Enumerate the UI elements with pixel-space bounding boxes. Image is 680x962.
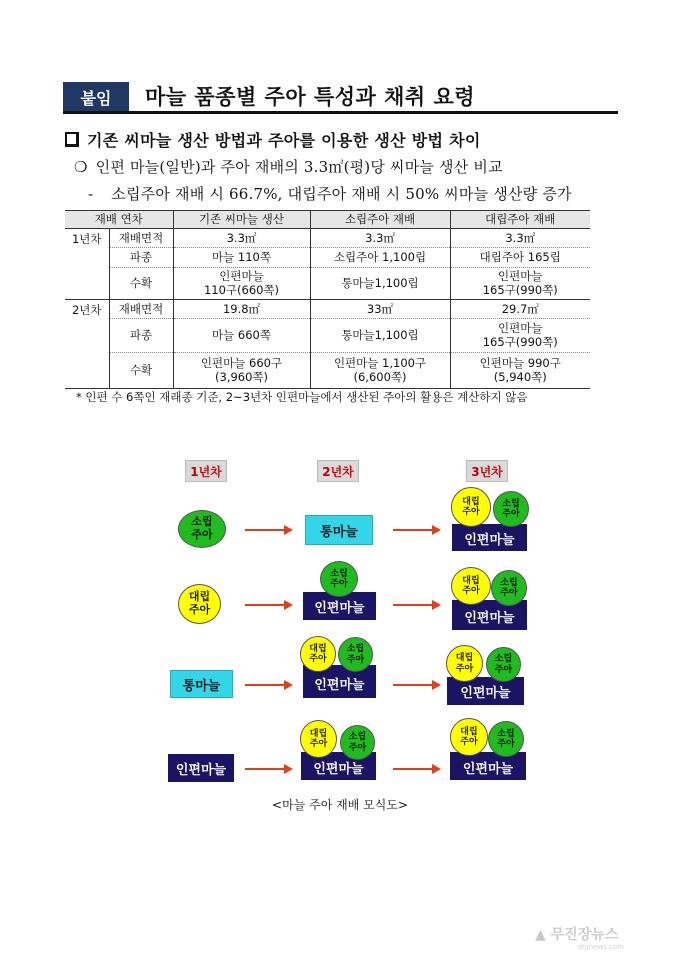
table-cell: 소립주아 1,100립 <box>310 247 450 267</box>
table-cell: 통마늘1,100립 <box>310 318 450 352</box>
arrow-icon <box>393 680 441 690</box>
table-cell: 33㎡ <box>310 299 450 318</box>
table-cell: 인편마늘 660구 (3,960쪽) <box>173 352 310 388</box>
item-cell: 파종 <box>109 247 173 267</box>
small-bulbil: 소립 주아 <box>340 725 375 760</box>
whole-garlic-box: 통마늘 <box>305 515 373 545</box>
table-header-cell: 기존 씨마늘 생산 <box>173 210 310 228</box>
comparison-table <box>65 210 590 388</box>
clove-garlic-box: 인편마늘 <box>303 592 376 620</box>
table-row <box>65 228 590 247</box>
checkbox-square-icon <box>65 132 79 147</box>
watermark-url: mjjnews.com <box>578 943 624 951</box>
clove-garlic-box: 인편마늘 <box>452 600 527 630</box>
page-title: 마늘 품종별 주아 특성과 채취 요령 <box>145 85 476 109</box>
bullet-2-text: 소립주아 재배 시 66.7%, 대립주아 재배 시 50% 씨마늘 생산량 증가 <box>111 185 572 203</box>
item-cell: 수확 <box>109 352 173 388</box>
item-cell: 재배면적 <box>109 228 173 247</box>
year-cell: 2년차 <box>71 302 102 317</box>
table-cell: 마늘 110쪽 <box>173 247 310 267</box>
table-header-cell: 재배 연차 <box>65 210 173 228</box>
table-row <box>65 299 590 318</box>
small-bulbil: 소립 주아 <box>488 721 524 757</box>
bullet-2 <box>88 183 572 204</box>
clove-garlic-box: 인편마늘 <box>303 665 376 698</box>
small-bulbil: 소립 주아 <box>493 491 529 527</box>
year-label: 2년차 <box>317 460 359 482</box>
arrow-icon <box>245 600 293 610</box>
clove-garlic-box: 인편마늘 <box>450 752 526 780</box>
table-cell: 3.3㎡ <box>173 228 310 247</box>
table-header-cell: 대립주아 재배 <box>450 210 590 228</box>
table-cell: 인편마늘 110구(660쪽) <box>173 267 310 299</box>
watermark-text: 무진장뉴스 <box>550 927 619 943</box>
table-cell: 인편마늘 1,100구 (6,600쪽) <box>310 352 450 388</box>
table-header-row <box>65 210 590 228</box>
large-bulbil: 대립 주아 <box>446 645 483 682</box>
clove-garlic-box: 인편마늘 <box>452 524 527 551</box>
table-cell: 인편마늘 165구(990쪽) <box>450 267 590 299</box>
arrow-icon <box>245 764 293 774</box>
clove-garlic-box: 인편마늘 <box>301 752 376 780</box>
small-bulbil: 소립 주아 <box>178 510 226 548</box>
clove-garlic-box: 인편마늘 <box>447 677 524 705</box>
table-cell: 19.8㎡ <box>173 299 310 318</box>
item-cell: 재배면적 <box>109 299 173 318</box>
table-row <box>65 247 590 267</box>
large-bulbil: 대립 주아 <box>300 636 336 672</box>
large-bulbil: 대립 주아 <box>450 718 488 756</box>
large-bulbil: 대립 주아 <box>178 584 221 624</box>
table-cell: 3.3㎡ <box>310 228 450 247</box>
small-bulbil: 소립 주아 <box>491 570 527 606</box>
table-cell: 인편마늘 990구 (5,940쪽) <box>450 352 590 388</box>
table-cell: 3.3㎡ <box>450 228 590 247</box>
small-bulbil: 소립 주아 <box>320 561 358 597</box>
table-cell: 인편마늘 165구(990쪽) <box>450 318 590 352</box>
table-cell: 대립주아 165립 <box>450 247 590 267</box>
header-rule <box>63 111 618 114</box>
large-bulbil: 대립 주아 <box>451 567 491 605</box>
table-row <box>65 318 590 352</box>
table-cell: 통마늘1,100립 <box>310 267 450 299</box>
item-cell: 수확 <box>109 267 173 299</box>
bullet-1-text: 인편 마늘(일반)과 주아 재배의 3.3㎡(평)당 씨마늘 생산 비교 <box>95 158 503 176</box>
small-bulbil: 소립 주아 <box>338 637 373 672</box>
table-cell: 29.7㎡ <box>450 299 590 318</box>
whole-garlic-box: 통마늘 <box>170 670 233 698</box>
watermark-logo: ▲ 무진장뉴스 <box>535 927 619 943</box>
arrow-icon <box>245 680 293 690</box>
table-row <box>65 267 590 299</box>
table-row <box>65 352 590 388</box>
large-bulbil: 대립 주아 <box>451 487 491 527</box>
clove-garlic-box: 인편마늘 <box>168 754 234 782</box>
circle-bullet-icon: ❍ <box>74 158 88 176</box>
arrow-icon <box>393 525 441 535</box>
dash-bullet: - <box>88 185 94 203</box>
table-cell: 마늘 660쪽 <box>173 318 310 352</box>
small-bulbil: 소립 주아 <box>486 647 521 682</box>
year-label: 3년차 <box>466 460 508 482</box>
table-header-cell: 소립주아 재배 <box>310 210 450 228</box>
table-footnote: * 인편 수 6쪽인 재래종 기준, 2~3년차 인편마늘에서 생산된 주아의 활용은 계산하지 않음 <box>76 390 528 404</box>
diagram-caption: <마늘 주아 재배 모식도> <box>272 798 408 812</box>
section-heading-text: 기존 씨마늘 생산 방법과 주아를 이용한 생산 방법 차이 <box>87 131 481 150</box>
bullet-1 <box>74 156 503 177</box>
large-bulbil: 대립 주아 <box>300 720 337 758</box>
attachment-badge: 붙임 <box>63 82 129 112</box>
arrow-icon <box>393 600 441 610</box>
section-heading <box>65 128 481 151</box>
year-cell: 1년차 <box>65 228 109 299</box>
year-label: 1년차 <box>185 460 227 482</box>
item-cell: 파종 <box>109 318 173 352</box>
page-header <box>63 82 618 112</box>
arrow-icon <box>245 525 293 535</box>
arrow-icon <box>393 764 441 774</box>
